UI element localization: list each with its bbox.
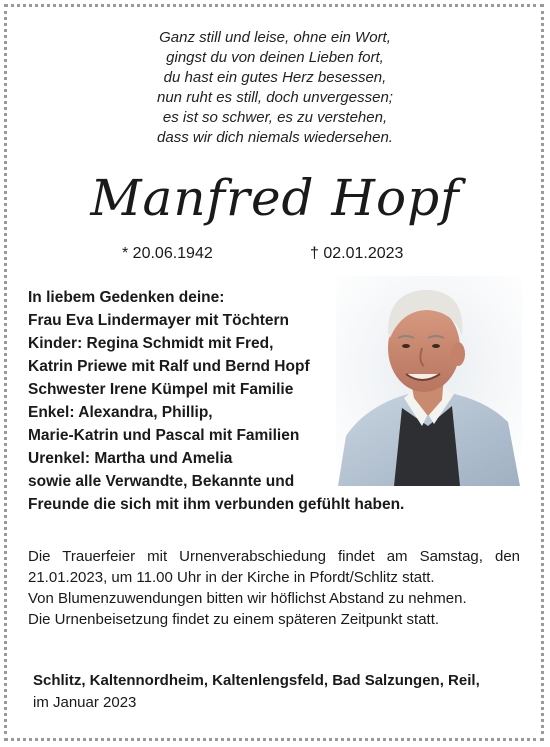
mourners-line: Kinder: Regina Schmidt mit Fred, [28, 335, 274, 352]
mourners-line: Schwester Irene Kümpel mit Familie [28, 381, 294, 398]
places-line: Schlitz, Kaltennordheim, Kaltenlengsfeld, Bad Salzungen, Reil, [33, 672, 480, 689]
notice-line: Von Blumenzuwendungen bitten wir höflichst Abstand zu nehmen. [28, 590, 467, 607]
poem [0, 28, 550, 148]
date-line: im Januar 2023 [33, 694, 137, 711]
mourners-line: Katrin Priewe mit Ralf und Bernd Hopf [28, 358, 310, 375]
birth-date: * 20.06.1942 [122, 245, 213, 262]
poem-line: es ist so schwer, es zu verstehen, [162, 109, 388, 126]
poem-line: dass wir dich niemals wiedersehen. [157, 129, 393, 146]
death-date: † 02.01.2023 [310, 245, 404, 262]
poem-line: nun ruht es still, doch unvergessen; [157, 89, 393, 106]
poem-line: du hast ein gutes Herz besessen, [163, 69, 387, 86]
mourners-line: Enkel: Alexandra, Phillip, [28, 404, 213, 421]
mourners-line: In liebem Gedenken deine: [28, 289, 225, 306]
mourners-line: sowie alle Verwandte, Bekannte und [28, 473, 295, 490]
portrait-photo [336, 276, 522, 486]
poem-line: gingst du von deinen Lieben fort, [166, 49, 384, 66]
notice-line: Die Trauerfeier mit Urnenverabschiedung findet am Samstag, den [28, 548, 520, 565]
ceremony-notice [28, 546, 520, 630]
mourners-line: Freunde die sich mit ihm verbunden gefühlt haben. [28, 496, 405, 513]
notice-line: Die Urnenbeisetzung findet zu einem späteren Zeitpunkt statt. [28, 611, 440, 628]
notice-line: 21.01.2023, um 11.00 Uhr in der Kirche in Pfordt/Schlitz statt. [28, 569, 435, 586]
mourners-line: Frau Eva Lindermayer mit Töchtern [28, 312, 289, 329]
mourners-line: Marie-Katrin und Pascal mit Familien [28, 427, 300, 444]
mourners-line: Urenkel: Martha und Amelia [28, 450, 233, 467]
deceased-name: Manfred Hopf [90, 169, 460, 227]
poem-line: Ganz still und leise, ohne ein Wort, [159, 29, 391, 46]
